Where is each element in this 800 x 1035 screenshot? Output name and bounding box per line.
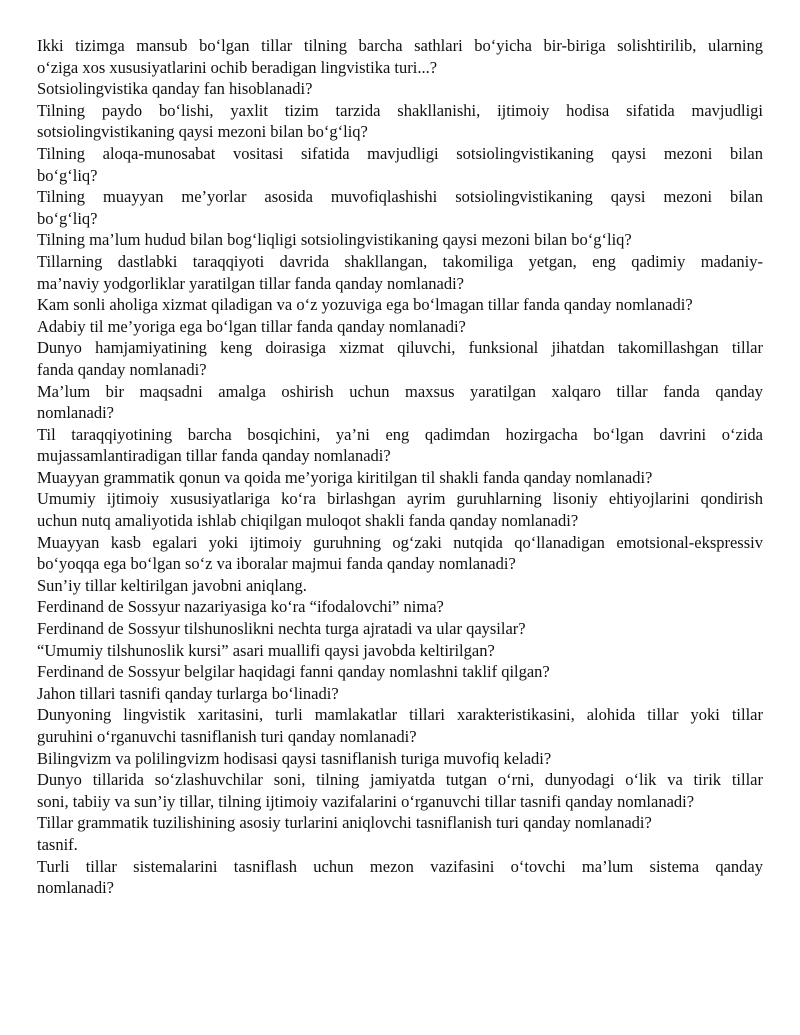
text-line: fanda qanday nomlanadi? <box>37 359 207 379</box>
text-line: Kam sonli aholiga xizmat qiladigan va o‘z yozuviga ega bo‘lmagan tillar fanda qanday nomlanadi? <box>37 295 693 315</box>
text-line: Ferdinand de Sossyur nazariyasiga ko‘ra “ifodalovchi” nima? <box>37 597 444 617</box>
text-line: Tilning muayyan me’yorlar asosida muvofiqlashishi sotsiolingvistikaning qaysi mezoni bilan <box>37 187 763 207</box>
text-line: mujassamlantiradigan tillar fanda qanday nomlanadi? <box>37 446 391 466</box>
text-line: Bilingvizm va polilingvizm hodisasi qaysi tasniflanish turiga muvofiq keladi? <box>37 748 552 768</box>
text-line: Ikki tizimga mansub bo‘lgan tillar tilning barcha sathlari bo‘yicha bir-biriga solishtirilib, ularning <box>37 36 763 55</box>
text-line: uchun nutq amaliyotida ishlab chiqilgan muloqot shakli fanda qanday nomlanadi? <box>37 511 579 531</box>
text-line: Ferdinand de Sossyur tilshunoslikni nechta turga ajratadi va ular qaysilar? <box>37 619 526 639</box>
text-line: nomlanadi? <box>37 878 114 898</box>
text-line: tasnif. <box>37 834 78 854</box>
text-line: sotsiolingvistikaning qaysi mezoni bilan bo‘g‘liq? <box>37 122 368 142</box>
text-line: soni, tabiiy va sun’iy tillar, tilning ijtimoiy vazifalarini o‘rganuvchi tillar tasnifi qanday nomlanadi? <box>37 791 695 811</box>
text-line: o‘ziga xos xususiyatlarini ochib beradigan lingvistika turi...? <box>37 57 438 77</box>
text-line: Tilning aloqa-munosabat vositasi sifatida mavjudligi sotsiolingvistikaning qaysi mezoni bilan <box>37 143 763 163</box>
text-line: Sun’iy tillar keltirilgan javobni aniqlang. <box>37 575 307 595</box>
text-line: bo‘yoqqa ega bo‘lgan so‘z va iboralar majmui fanda qanday nomlanadi? <box>37 554 516 574</box>
text-line: Turli tillar sistemalarini tasniflash uchun mezon vazifasini o‘tovchi ma’lum sistema qanday <box>37 856 763 876</box>
text-line: bo‘g‘liq? <box>37 208 98 228</box>
text-line: ma’naviy yodgorliklar yaratilgan tillar fanda qanday nomlanadi? <box>37 273 465 293</box>
text-line: guruhini o‘rganuvchi tasniflanish turi qanday nomlanadi? <box>37 727 417 746</box>
text-line: Jahon tillari tasnifi qanday turlarga bo‘linadi? <box>37 683 339 703</box>
text-line: Tillar grammatik tuzilishining asosiy turlarini aniqlovchi tasniflanish turi qanday nomlanadi? <box>37 813 652 833</box>
text-line: Tilning ma’lum hudud bilan bog‘liqligi sotsiolingvistikaning qaysi mezoni bilan bo‘g‘liq? <box>37 230 632 250</box>
text-line: Muayyan grammatik qonun va qoida me’yoriga kiritilgan til shakli fanda qanday nomlanadi? <box>37 467 653 487</box>
text-line: “Umumiy tilshunoslik kursi” asari muallifi qaysi javobda keltirilgan? <box>37 640 495 660</box>
text-line: Dunyo hamjamiyatining keng doirasiga xizmat qiluvchi, funksional jihatdan takomillashgan tillar <box>37 338 763 358</box>
question-list <box>37 35 763 899</box>
text-line: Adabiy til me’yoriga ega bo‘lgan tillar fanda qanday nomlanadi? <box>37 316 466 336</box>
text-line: bo‘g‘liq? <box>37 165 98 185</box>
text-line: Sotsiolingvistika qanday fan hisoblanadi? <box>37 79 313 99</box>
text-line: Tillarning dastlabki taraqqiyoti davrida shakllangan, takomiliga yetgan, eng qadimiy madaniy- <box>37 251 763 271</box>
text-line: Dunyoning lingvistik xaritasini, turli mamlakatlar tillari xarakteristikasini, alohida tillar yoki tillar <box>37 705 763 725</box>
text-line: Umumiy ijtimoiy xususiyatlariga ko‘ra birlashgan ayrim guruhlarning lisoniy ehtiyojlarini qondirish <box>37 489 763 509</box>
text-line: nomlanadi? <box>37 403 114 423</box>
text-line: Muayyan kasb egalari yoki ijtimoiy guruhning og‘zaki nutqida qo‘llanadigan emotsional-ekspressiv <box>37 532 763 552</box>
text-line: Til taraqqiyotining barcha bosqichini, ya’ni eng qadimdan hozirgacha bo‘lgan davrini o‘zida <box>37 424 763 444</box>
text-line: Ferdinand de Sossyur belgilar haqidagi fanni qanday nomlashni taklif qilgan? <box>37 662 550 682</box>
text-line: Ma’lum bir maqsadni amalga oshirish uchun maxsus yaratilgan xalqaro tillar fanda qanday <box>37 381 763 401</box>
text-line: Tilning paydo bo‘lishi, yaxlit tizim tarzida shakllanishi, ijtimoiy hodisa sifatida mavjudligi <box>37 100 763 120</box>
text-line: Dunyo tillarida so‘zlashuvchilar soni, tilning jamiyatda tutgan o‘rni, dunyodagi o‘lik va tirik tillar <box>37 770 763 790</box>
